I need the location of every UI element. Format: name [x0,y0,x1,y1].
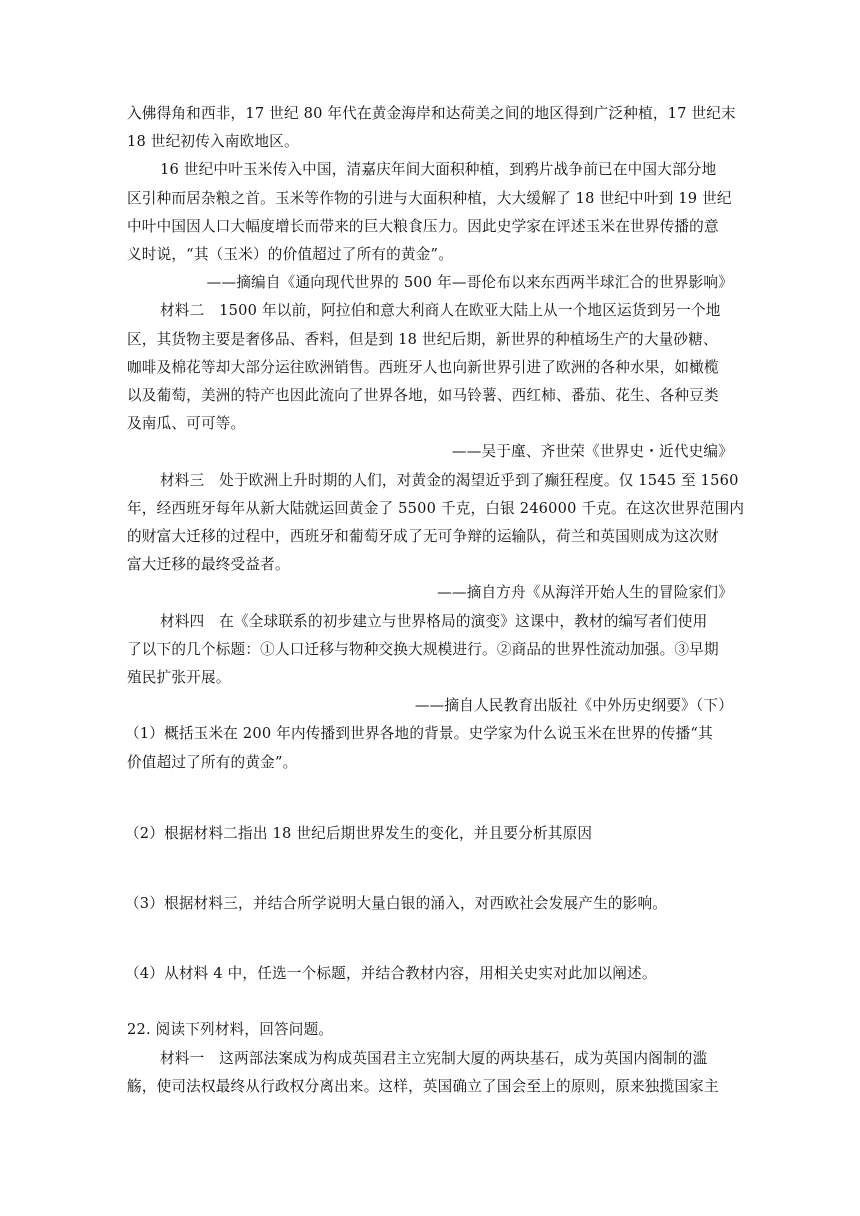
question-2: （2）根据材料二指出 18 世纪后期世界发生的变化，并且要分析其原因 [125,825,593,842]
text-line: 了以下的几个标题：①人口迁移与物种交换大规模进行。②商品的世界性流动加强。③早期 [127,641,719,658]
text-line: 区引种而居杂粮之首。玉米等作物的引进与大面积种植，大大缓解了 18 世纪中叶到 19 世纪 [127,190,732,207]
text-line: 的财富大迁移的过程中，西班牙和葡萄牙成了无可争辩的运输队，荷兰和英国则成为这次财 [127,528,719,545]
text-line: 材料四 在《全球联系的初步建立与世界格局的演变》这课中，教材的编写者们使用 [160,613,708,630]
question-1: （1）概括玉米在 200 年内传播到世界各地的背景。史学家为什么说玉米在世界的传播“其 [125,725,713,742]
text-line: 殖民扩张开展。 [127,669,231,686]
text-line: 材料二 1500 年以前，阿拉伯和意大利商人在欧亚大陆上从一个地区运货到另一个地 [160,302,721,319]
text-line: 咖啡及棉花等却大部分运往欧洲销售。西班牙人也向新世界引进了欧洲的各种水果，如橄榄 [127,359,719,376]
text-line: 以及葡萄，美洲的特产也因此流向了世界各地，如马铃薯、西红柿、番茄、花生、各种豆类 [127,387,719,404]
citation: ——吴于廑、齐世荣《世界史・近代史编》 [451,443,733,460]
text-line: 18 世纪初传入南欧地区。 [127,133,299,150]
text-line: 中叶中国因人口大幅度增长而带来的巨大粮食压力。因此史学家在评述玉米在世界传播的意 [127,218,719,235]
text-line: 义时说，“其（玉米）的价值超过了所有的黄金”。 [127,246,453,263]
question-1-cont: 价值超过了所有的黄金”。 [127,754,298,771]
text-line: 觞，使司法权最终从行政权分离出来。这样，英国确立了国会至上的原则，原来独揽国家主 [127,1078,719,1095]
text-line: 材料一 这两部法案成为构成英国君主立宪制大厦的两块基石，成为英国内阁制的滥 [160,1050,708,1067]
question-22-heading: 22. 阅读下列材料，回答问题。 [127,1021,334,1038]
text-line: 区，其货物主要是奢侈品、香料，但是到 18 世纪后期，新世界的种植场生产的大量砂糖、 [127,331,718,348]
question-4: （4）从材料 4 中，任选一个标题，并结合教材内容，用相关史实对此加以阐述。 [125,965,657,982]
citation: ——摘编自《通向现代世界的 500 年—哥伦布以来东西两半球汇合的世界影响》 [206,274,733,291]
text-line: 入佛得角和西非，17 世纪 80 年代在黄金海岸和达荷美之间的地区得到广泛种植，17 世纪末 [127,105,736,122]
text-line: 16 世纪中叶玉米传入中国，清嘉庆年间大面积种植，到鸦片战争前已在中国大部分地 [160,161,717,178]
citation: ——摘自方舟《从海洋开始人生的冒险家们》 [437,584,733,601]
text-line: 年，经西班牙每年从新大陆就运回黄金了 5500 千克，白银 246000 千克。在这次世界范围内 [127,500,745,517]
text-line: 材料三 处于欧洲上升时期的人们，对黄金的渴望近乎到了癫狂程度。仅 1545 至 1560 [160,472,739,489]
text-line: 富大迁移的最终受益者。 [127,556,290,573]
citation: ——摘自人民教育出版社《中外历史纲要》（下） [414,697,733,714]
question-3: （3）根据材料三，并结合所学说明大量白银的涌入，对西欧社会发展产生的影响。 [125,895,668,912]
text-line: 及南瓜、可可等。 [127,415,246,432]
